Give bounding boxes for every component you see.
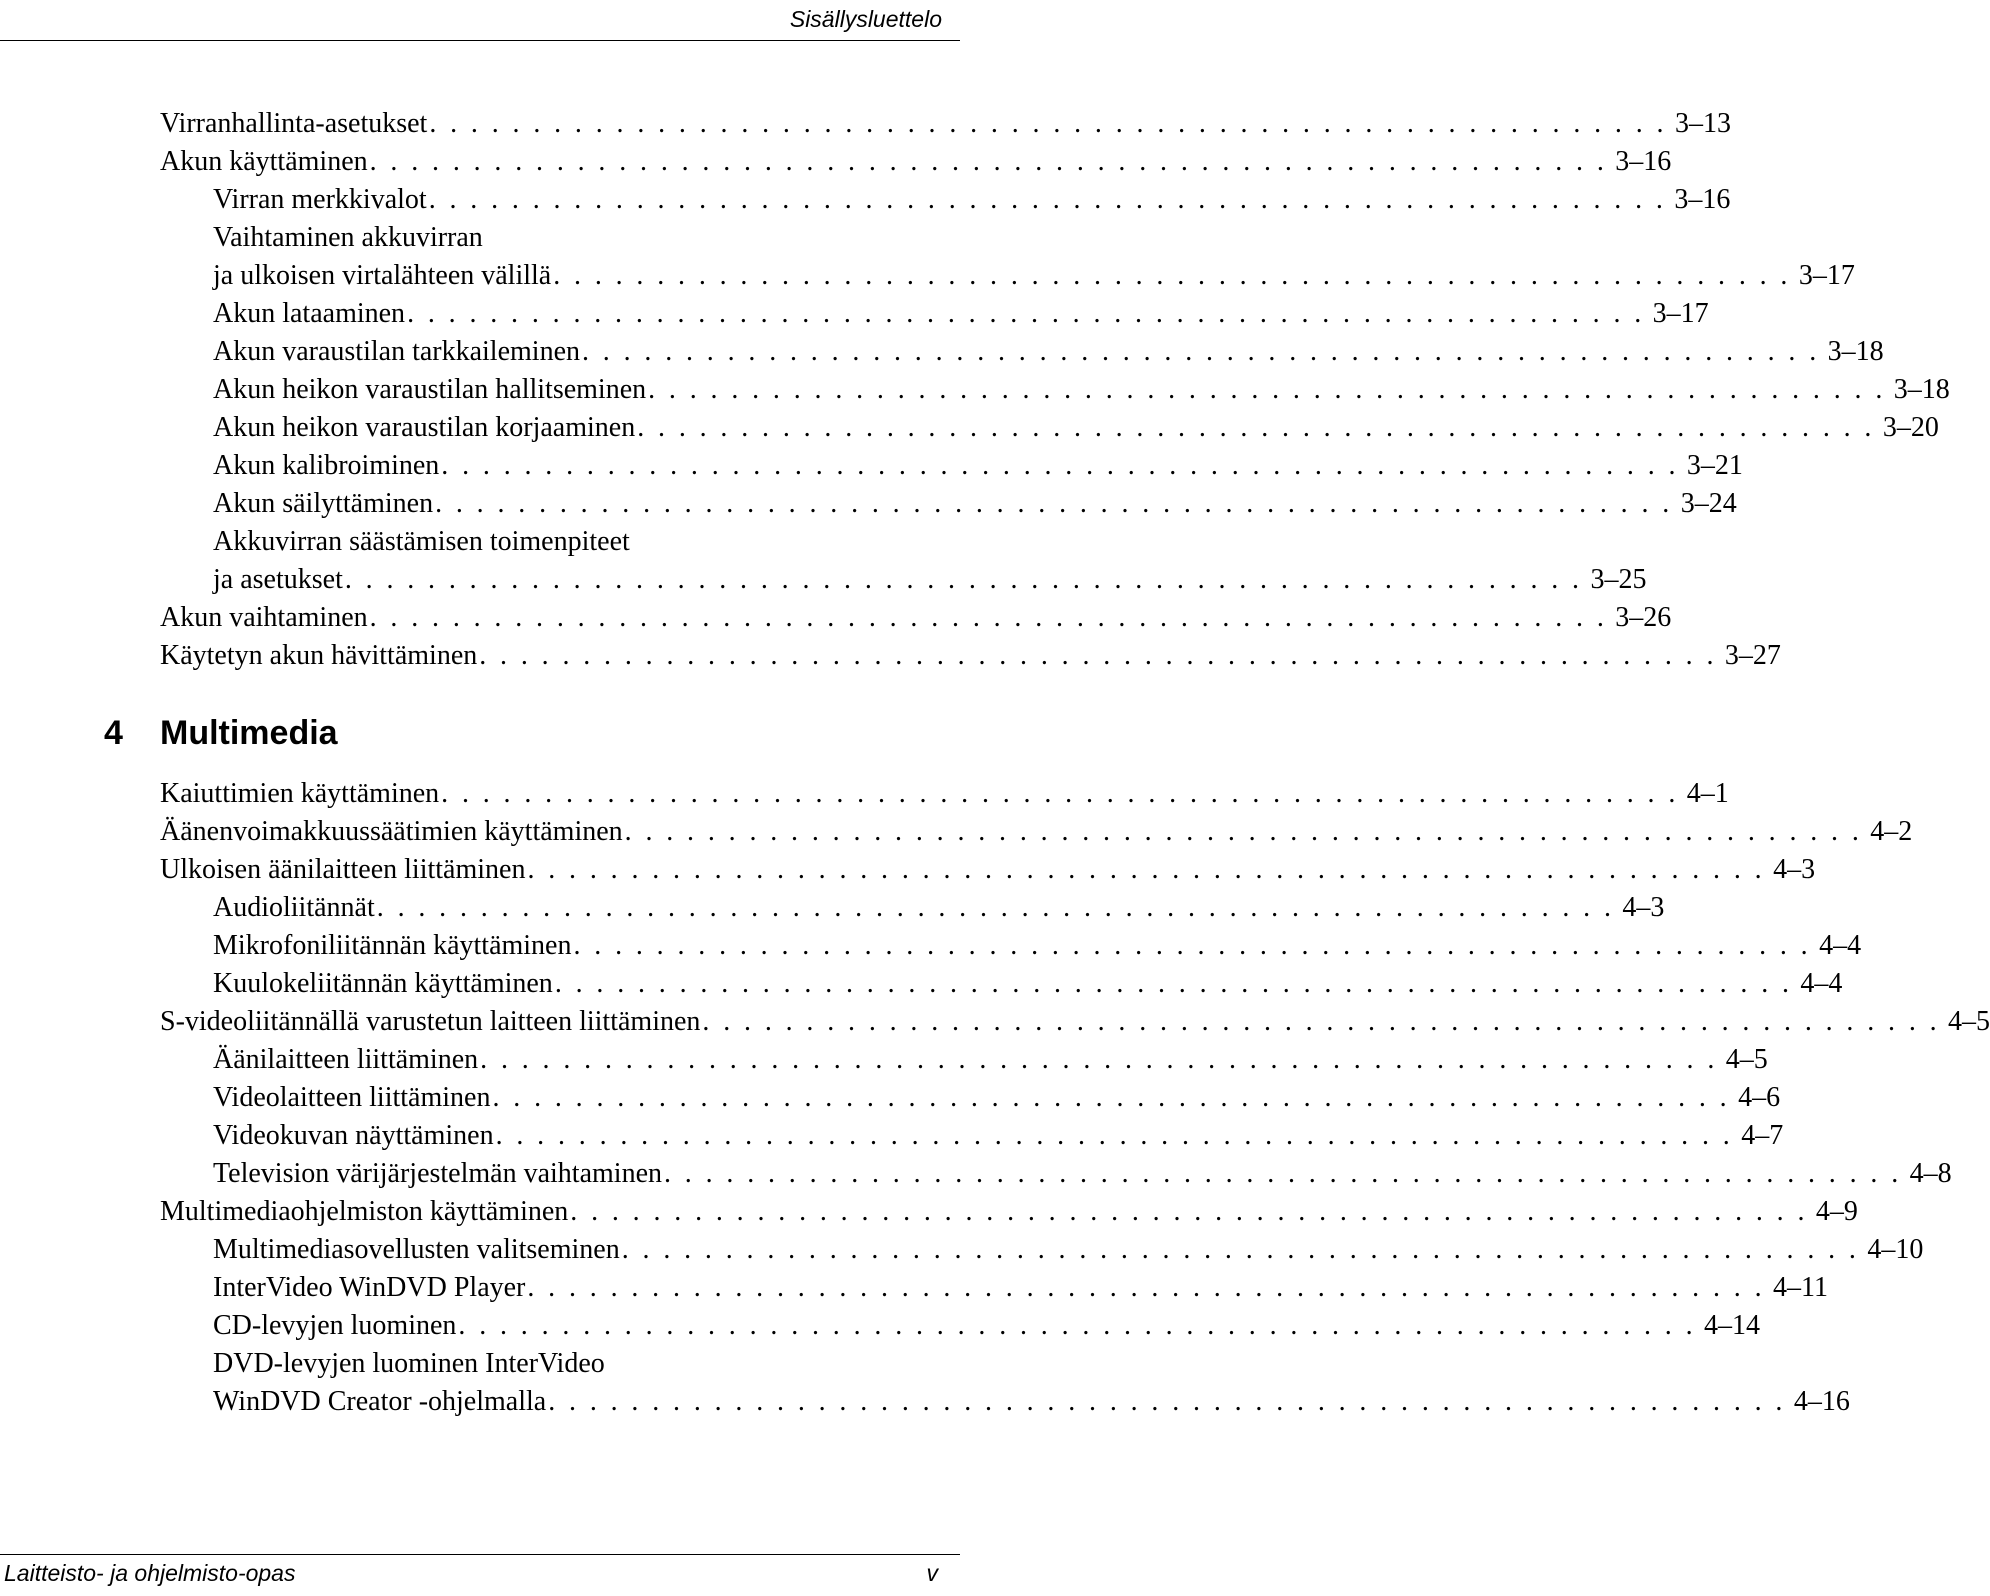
dot-leader: . . . . . . . . . . . . . . . . . . . . . . . . . . . . . . . . . . . . . . . . . . . . . . . . . . . . . . . . . . . . [495,1120,1734,1151]
toc-entry[interactable] [213,1080,1781,1116]
header-divider [0,40,960,41]
dot-leader: . . . . . . . . . . . . . . . . . . . . . . . . . . . . . . . . . . . . . . . . . . . . . . . . . . . . . . . . . . . . [570,1196,1808,1227]
toc-entry-page: 4–11 [1772,1272,1828,1303]
toc-entry-page: 4–3 [1773,854,1816,885]
toc-entry-title: Akun säilyttäminen [213,488,434,519]
toc-entry[interactable] [160,852,1816,888]
footer-divider [0,1554,960,1555]
toc-entry-title-line1: Vaihtaminen akkuvirran [213,222,483,253]
toc-entry-page: 3–16 [1615,146,1672,177]
dot-leader: . . . . . . . . . . . . . . . . . . . . . . . . . . . . . . . . . . . . . . . . . . . . . . . . . . . . . . . . . . . . [621,1234,1860,1265]
dot-leader: . . . . . . . . . . . . . . . . . . . . . . . . . . . . . . . . . . . . . . . . . . . . . . . . . . . . . . . . . . . . [369,146,1608,177]
toc-entry-page: 3–17 [1652,298,1709,329]
toc-entry[interactable] [213,1232,1924,1268]
toc-entry-title: Akun käyttäminen [160,146,368,177]
toc-entry-title-line1: Akkuvirran säästämisen toimenpiteet [213,526,630,557]
toc-entry-title: S-videoliitännällä varustetun laitteen liittäminen [160,1006,701,1037]
toc-entry[interactable] [160,1194,1858,1230]
toc-entry-title: Äänilaitteen liittäminen [213,1044,479,1075]
dot-leader: . . . . . . . . . . . . . . . . . . . . . . . . . . . . . . . . . . . . . . . . . . . . . . . . . . . . . . . . . . . . [407,298,1645,329]
toc-entry-page: 3–18 [1893,374,1950,405]
toc-entry-page: 4–1 [1686,778,1729,809]
dot-leader: . . . . . . . . . . . . . . . . . . . . . . . . . . . . . . . . . . . . . . . . . . . . . . . . . . . . . . . . . . . . [376,892,1615,923]
toc-entry[interactable] [160,814,1913,850]
toc-entry-page: 4–6 [1738,1082,1781,1113]
toc-entry-page: 4–16 [1793,1386,1850,1417]
dot-leader: . . . . . . . . . . . . . . . . . . . . . . . . . . . . . . . . . . . . . . . . . . . . . . . . . . . . . . . . . . . . [441,778,1679,809]
toc-entry[interactable] [160,106,1731,142]
toc-entry-title: Akun varaustilan tarkkaileminen [213,336,580,367]
toc-entry[interactable] [160,776,1729,812]
toc-entry-page: 3–26 [1615,602,1672,633]
chapter-number: 4 [104,714,123,752]
dot-leader: . . . . . . . . . . . . . . . . . . . . . . . . . . . . . . . . . . . . . . . . . . . . . . . . . . . . . . . . . . . . [582,336,1820,367]
toc-entry[interactable] [160,144,1672,180]
toc-entry-page: 4–7 [1741,1120,1784,1151]
toc-entry-title: Virran merkkivalot [213,184,427,215]
toc-entry[interactable] [213,1308,1761,1344]
toc-entry[interactable] [213,258,1855,294]
toc-entry[interactable] [213,410,1939,446]
toc-entry[interactable] [160,1004,1990,1040]
toc-entry-page: 4–5 [1725,1044,1768,1075]
toc-entry[interactable] [213,1118,1784,1154]
toc-entry-title: Mikrofoniliitännän käyttäminen [213,930,572,961]
dot-leader: . . . . . . . . . . . . . . . . . . . . . . . . . . . . . . . . . . . . . . . . . . . . . . . . . . . . . . . . . . . . [554,968,1793,999]
toc-entry-page: 3–27 [1724,640,1781,671]
toc-entry-page: 3–25 [1590,564,1647,595]
chapter-title: Multimedia [160,714,338,752]
toc-entry[interactable] [213,1042,1768,1078]
toc-entry-title: Videokuvan näyttäminen [213,1120,494,1151]
dot-leader: . . . . . . . . . . . . . . . . . . . . . . . . . . . . . . . . . . . . . . . . . . . . . . . . . . . . . . . . . . . . [369,602,1608,633]
toc-entry-title: Videolaitteen liittäminen [213,1082,491,1113]
dot-leader: . . . . . . . . . . . . . . . . . . . . . . . . . . . . . . . . . . . . . . . . . . . . . . . . . . . . . . . . . . . . [344,564,1583,595]
toc-entry[interactable] [213,334,1884,370]
dot-leader: . . . . . . . . . . . . . . . . . . . . . . . . . . . . . . . . . . . . . . . . . . . . . . . . . . . . . . . . . . . . [480,1044,1718,1075]
toc-entry[interactable] [213,182,1731,218]
toc-entry-page: 4–14 [1704,1310,1761,1341]
dot-leader: . . . . . . . . . . . . . . . . . . . . . . . . . . . . . . . . . . . . . . . . . . . . . . . . . . . . . . . . . . . . [553,260,1791,291]
toc-entry-title: ja ulkoisen virtalähteen välillä [213,260,552,291]
dot-leader: . . . . . . . . . . . . . . . . . . . . . . . . . . . . . . . . . . . . . . . . . . . . . . . . . . . . . . . . . . . . [637,412,1875,443]
toc-entry[interactable] [213,1156,1952,1192]
toc-entry-title: InterVideo WinDVD Player [213,1272,526,1303]
toc-entry-title: CD-levyjen luominen [213,1310,457,1341]
dot-leader: . . . . . . . . . . . . . . . . . . . . . . . . . . . . . . . . . . . . . . . . . . . . . . . . . . . . . . . . . . . . [429,108,1667,139]
toc-entry-title: Akun heikon varaustilan korjaaminen [213,412,636,443]
toc-entry-page: 4–10 [1867,1234,1924,1265]
dot-leader: . . . . . . . . . . . . . . . . . . . . . . . . . . . . . . . . . . . . . . . . . . . . . . . . . . . . . . . . . . . . [664,1158,1902,1189]
toc-entry-title: Akun lataaminen [213,298,406,329]
toc-entry-page: 4–9 [1815,1196,1858,1227]
toc-entry-page: 4–4 [1819,930,1862,961]
toc-entry-title: Ulkoisen äänilaitteen liittäminen [160,854,526,885]
toc-entry-title: ja asetukset [213,564,343,595]
toc-entry-title: Kaiuttimien käyttäminen [160,778,440,809]
toc-entry-title: WinDVD Creator -ohjelmalla [213,1386,547,1417]
toc-entry[interactable] [213,296,1709,332]
dot-leader: . . . . . . . . . . . . . . . . . . . . . . . . . . . . . . . . . . . . . . . . . . . . . . . . . . . . . . . . . . . . [492,1082,1731,1113]
toc-entry[interactable] [213,486,1737,522]
toc-entry-page: 3–16 [1674,184,1731,215]
dot-leader: . . . . . . . . . . . . . . . . . . . . . . . . . . . . . . . . . . . . . . . . . . . . . . . . . . . . . . . . . . . . [428,184,1667,215]
toc-entry-page: 4–3 [1622,892,1665,923]
dot-leader: . . . . . . . . . . . . . . . . . . . . . . . . . . . . . . . . . . . . . . . . . . . . . . . . . . . . . . . . . . . . [702,1006,1941,1037]
toc-entry-title: Audioliitännät [213,892,375,923]
dot-leader: . . . . . . . . . . . . . . . . . . . . . . . . . . . . . . . . . . . . . . . . . . . . . . . . . . . . . . . . . . . . [548,1386,1786,1417]
toc-entry-page: 4–4 [1800,968,1843,999]
footer-title: Laitteisto- ja ohjelmisto-opas [4,1560,296,1586]
toc-entry-title: Multimediaohjelmiston käyttäminen [160,1196,569,1227]
dot-leader: . . . . . . . . . . . . . . . . . . . . . . . . . . . . . . . . . . . . . . . . . . . . . . . . . . . . . . . . . . . . [441,450,1679,481]
toc-entry-title: Käytetyn akun hävittäminen [160,640,478,671]
toc-entry[interactable] [213,1384,1850,1420]
toc-entry-title: Kuulokeliitännän käyttäminen [213,968,553,999]
toc-entry[interactable] [213,372,1950,408]
running-header: Sisällysluettelo [789,6,942,32]
toc-entry-title: Akun heikon varaustilan hallitseminen [213,374,647,405]
toc-entry[interactable] [213,448,1743,484]
toc-entry-page: 3–20 [1882,412,1939,443]
dot-leader: . . . . . . . . . . . . . . . . . . . . . . . . . . . . . . . . . . . . . . . . . . . . . . . . . . . . . . . . . . . . [435,488,1673,519]
toc-entry-title: Television värijärjestelmän vaihtaminen [213,1158,662,1189]
toc-entry-title: Multimediasovellusten valitseminen [213,1234,620,1265]
footer-page-number: v [926,1560,938,1586]
toc-entry[interactable] [213,562,1647,598]
toc-entry-title-line1: DVD-levyjen luominen InterVideo [213,1348,605,1379]
dot-leader: . . . . . . . . . . . . . . . . . . . . . . . . . . . . . . . . . . . . . . . . . . . . . . . . . . . . . . . . . . . . [527,1272,1765,1303]
toc-entry[interactable] [213,928,1862,964]
dot-leader: . . . . . . . . . . . . . . . . . . . . . . . . . . . . . . . . . . . . . . . . . . . . . . . . . . . . . . . . . . . . [458,1310,1697,1341]
toc-entry-page: 3–24 [1680,488,1737,519]
toc-entry-page: 4–8 [1909,1158,1952,1189]
toc-entry-title: Virranhallinta-asetukset [160,108,428,139]
toc-entry[interactable] [213,966,1843,1002]
toc-entry-page: 3–21 [1686,450,1743,481]
toc-entry[interactable] [160,638,1781,674]
dot-leader: . . . . . . . . . . . . . . . . . . . . . . . . . . . . . . . . . . . . . . . . . . . . . . . . . . . . . . . . . . . . [648,374,1886,405]
dot-leader: . . . . . . . . . . . . . . . . . . . . . . . . . . . . . . . . . . . . . . . . . . . . . . . . . . . . . . . . . . . . [624,816,1863,847]
toc-entry-page: 3–18 [1827,336,1884,367]
toc-entry-title: Akun vaihtaminen [160,602,368,633]
chapter-heading[interactable] [104,713,338,753]
dot-leader: . . . . . . . . . . . . . . . . . . . . . . . . . . . . . . . . . . . . . . . . . . . . . . . . . . . . . . . . . . . . [479,640,1717,671]
dot-leader: . . . . . . . . . . . . . . . . . . . . . . . . . . . . . . . . . . . . . . . . . . . . . . . . . . . . . . . . . . . . [573,930,1812,961]
toc-entry-title: Akun kalibroiminen [213,450,440,481]
dot-leader: . . . . . . . . . . . . . . . . . . . . . . . . . . . . . . . . . . . . . . . . . . . . . . . . . . . . . . . . . . . . [527,854,1766,885]
toc-entry[interactable] [213,1270,1828,1306]
toc-entry-page: 4–2 [1870,816,1913,847]
toc-entry-page: 4–5 [1948,1006,1990,1037]
toc-entry-page: 3–17 [1798,260,1855,291]
toc-entry-title: Äänenvoimakkuussäätimien käyttäminen [160,816,623,847]
toc-entry[interactable] [160,600,1672,636]
toc-entry-page: 3–13 [1674,108,1731,139]
toc-entry[interactable] [213,890,1665,926]
